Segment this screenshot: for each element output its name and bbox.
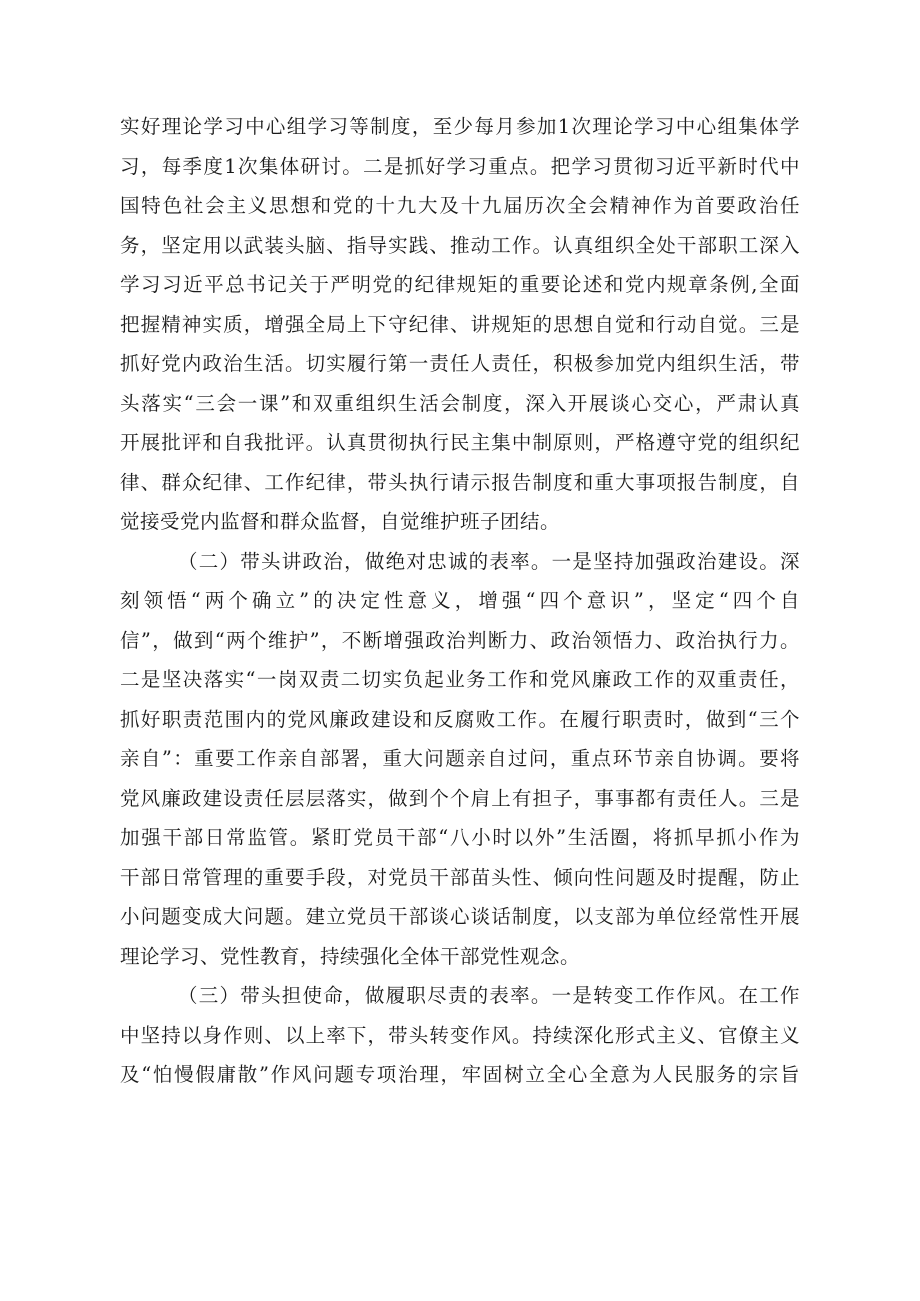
paragraph-3 (120, 976, 800, 1095)
text-line: 理论学习、党性教育，持续强化全体干部党性观念。 (120, 944, 581, 968)
text-line: 开展批评和自我批评。认真贯彻执行民主集中制原则，严格遵守党的组织纪 (120, 431, 800, 454)
text-line: 二是坚决落实“一岗双责二切实负起业务工作和党风廉政工作的双重责任， (120, 668, 800, 691)
text-line: 及“怕慢假庸散”作风问题专项治理，牢固树立全心全意为人民服务的宗旨 (120, 1063, 800, 1086)
text-line: 干部日常管理的重要手段，对党员干部苗头性、倾向性问题及时提醒，防止 (120, 865, 800, 889)
text-line: 律、群众纪律、工作纪律，带头执行请示报告制度和重大事项报告制度，自 (120, 470, 800, 494)
text-line: 把握精神实质，增强全局上下守纪律、讲规矩的思想自觉和行动自觉。三是 (120, 312, 800, 336)
text-line: 觉接受党内监督和群众监督，自觉维护班子团结。 (120, 510, 561, 533)
text-line: 加强干部日常监管。紧盯党员干部“八小时以外”生活圈，将抓早抓小作为 (120, 826, 800, 849)
text-line: 刻领悟“两个确立”的决定性意义，增强“四个意识”，坚定“四个自 (120, 589, 800, 612)
paragraph-2 (120, 542, 800, 977)
text-line: 务，坚定用以武装头脑、指导实践、推动工作。认真组织全处干部职工深入 (120, 233, 800, 257)
text-line: （二）带头讲政治，做绝对忠诚的表率。一是坚持加强政治建设。深 (178, 549, 800, 573)
text-line: （三）带头担使命，做履职尽责的表率。一是转变工作作风。在工作 (178, 984, 800, 1007)
text-line: 习，每季度1次集体研讨。二是抓好学习重点。把学习贯彻习近平新时代中 (120, 154, 800, 178)
text-line: 学习习近平总书记关于严明党的纪律规矩的重要论述和党内规章条例,全面 (120, 273, 800, 296)
text-line: 中坚持以身作则、以上率下，带头转变作风。持续深化形式主义、官僚主义 (120, 1023, 800, 1047)
text-line: 头落实“三会一课”和双重组织生活会制度，深入开展谈心交心，严肃认真 (120, 391, 800, 415)
text-line: 亲自”：重要工作亲自部署，重大问题亲自过问，重点环节亲自协调。要将 (120, 747, 800, 770)
document-body (120, 107, 800, 1095)
paragraph-1 (120, 107, 800, 542)
text-line: 信”，做到“两个维护”，不断增强政治判断力、政治领悟力、政治执行力。 (120, 628, 800, 652)
text-line: 国特色社会主义思想和党的十九大及十九届历次全会精神作为首要政治任 (120, 194, 800, 217)
text-line: 实好理论学习中心组学习等制度，至少每月参加1次理论学习中心组集体学 (120, 115, 800, 138)
text-line: 抓好党内政治生活。切实履行第一责任人责任，积极参加党内组织生活，带 (120, 352, 800, 375)
text-line: 小问题变成大问题。建立党员干部谈心谈话制度，以支部为单位经常性开展 (120, 905, 800, 928)
text-line: 党风廉政建设责任层层落实，做到个个肩上有担子，事事都有责任人。三是 (120, 786, 800, 810)
text-line: 抓好职责范围内的党风廉政建设和反腐败工作。在履行职责时，做到“三个 (120, 707, 800, 731)
